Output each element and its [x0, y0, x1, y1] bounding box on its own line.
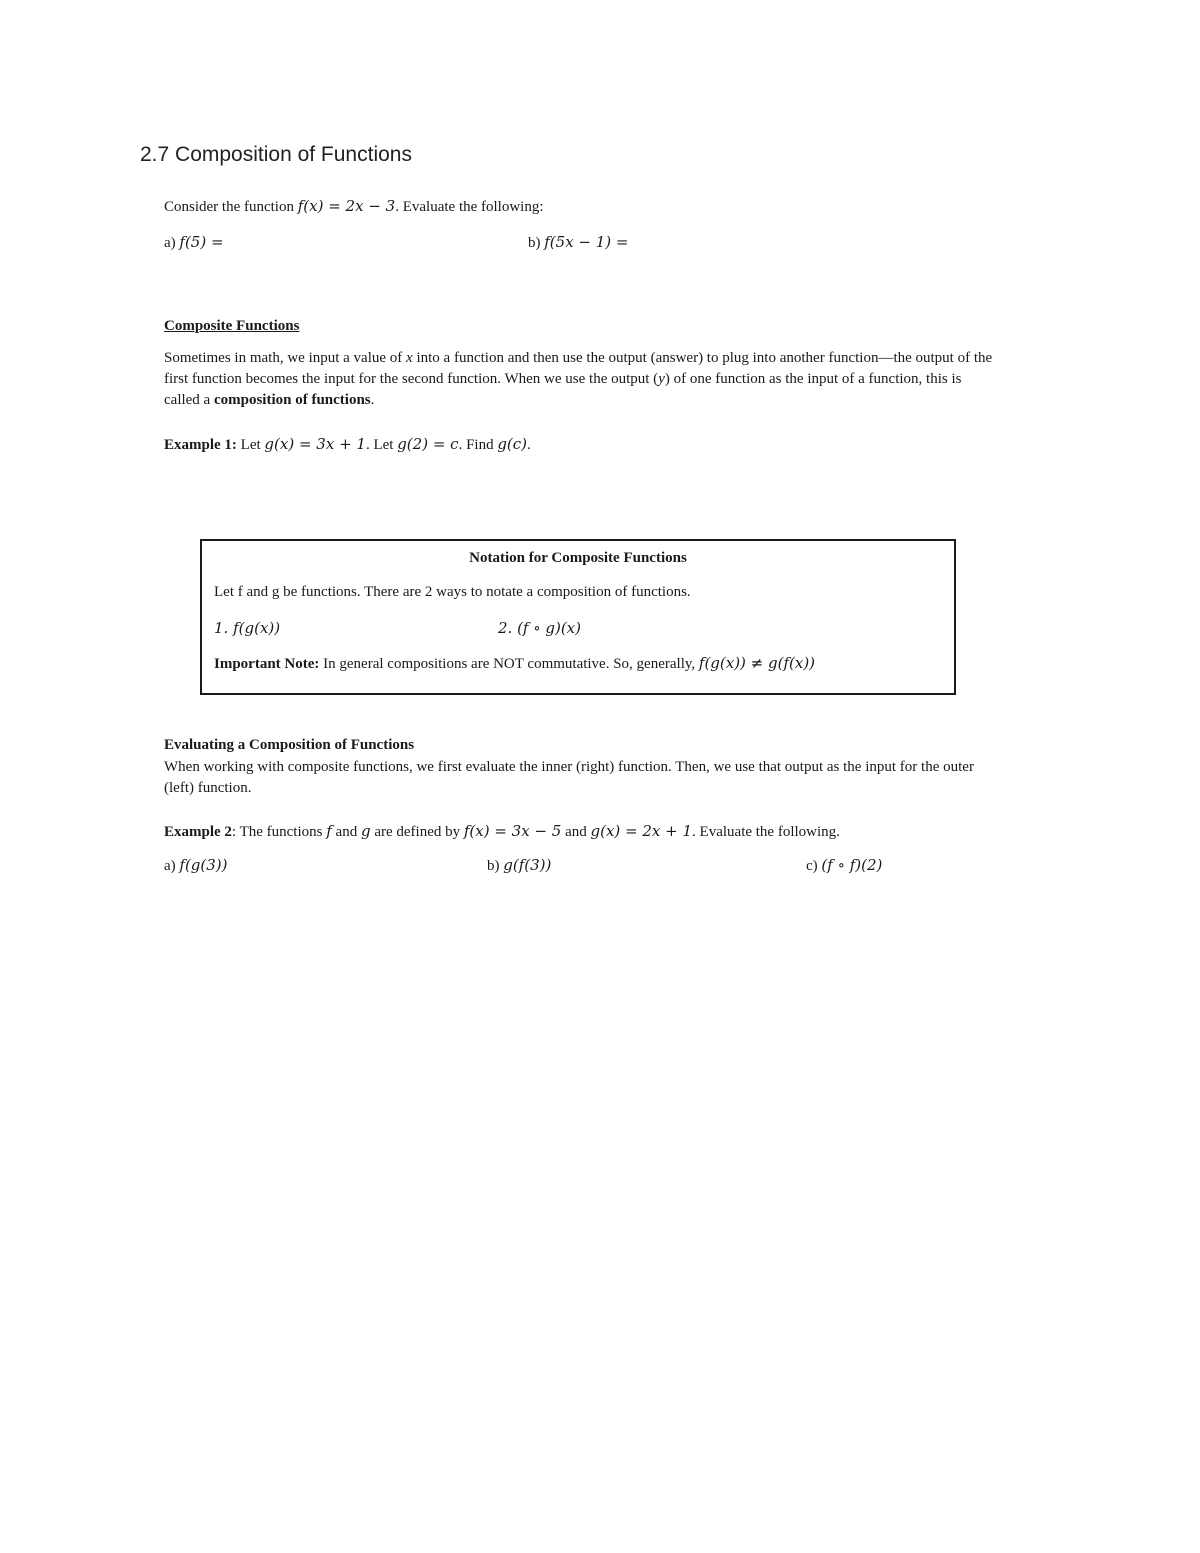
composite-para-y: y [658, 371, 665, 387]
notation-note-text: In general compositions are NOT commutative. So, generally, [319, 656, 699, 672]
evaluating-heading: Evaluating a Composition of Functions [164, 737, 415, 753]
intro-part-a [164, 232, 224, 254]
evaluating-paragraph: When working with composite functions, we first evaluate the inner (right) function. Then, we use that output as the input for the outer (left) function. [164, 759, 974, 796]
intro-b-label: b) [528, 235, 541, 251]
example-2-f: f [326, 822, 332, 840]
example-2-part-a [164, 855, 228, 877]
example-2-b-label: b) [487, 858, 500, 874]
notation-note-label: Important Note: [214, 656, 320, 672]
example-2-expr-g: g(x) = 2x + 1 [590, 822, 693, 840]
example-1-expr-3: g(c) [497, 435, 528, 453]
example-2-part-b [487, 855, 551, 877]
page-title: 2.7 Composition of Functions [140, 143, 412, 166]
composite-para-x: x [406, 350, 413, 366]
example-1-expr-1: g(x) = 3x + 1 [264, 435, 366, 453]
intro-prompt [164, 196, 544, 218]
example-2-text-2: are defined by [370, 824, 464, 840]
example-1-text-4: . [527, 437, 531, 453]
example-1-text-2: . Let [365, 437, 398, 453]
example-2-c-label: c) [806, 858, 818, 874]
example-2-and-1: and [331, 824, 361, 840]
example-2-a-label: a) [164, 858, 176, 874]
intro-prompt-pre: Consider the function [164, 199, 298, 215]
example-2-expr-f: f(x) = 3x − 5 [463, 822, 562, 840]
example-1-label: Example 1: [164, 437, 237, 453]
intro-a-expr: f(5) = [179, 233, 224, 251]
example-2-g: g [360, 822, 371, 840]
example-1-text-3: . Find [458, 437, 498, 453]
example-2-label: Example 2 [164, 824, 232, 840]
intro-function: f(x) = 2x − 3 [297, 197, 396, 215]
composite-para-part-2: into a function and then use the output (answer) to plug into another function—the output of the first function becomes the input for the second function. When we use the output ( [164, 350, 993, 387]
composite-para-end: . [370, 392, 375, 408]
notation-item-1: 1. f(g(x)) [214, 619, 281, 637]
intro-prompt-post: . Evaluate the following: [395, 199, 544, 215]
example-2-a-expr: f(g(3)) [179, 856, 228, 874]
example-2-text-1: : The functions [231, 824, 327, 840]
example-2-b-expr: g(f(3)) [503, 856, 552, 874]
composite-para-part-1: Sometimes in math, we input a value of [164, 350, 407, 366]
example-2 [164, 821, 840, 843]
notation-item-2: 2. (f ∘ g)(x) [498, 619, 581, 637]
notation-heading: Notation for Composite Functions [469, 550, 687, 566]
composite-heading: Composite Functions [164, 318, 300, 334]
composite-para-part-3: ) of one function as the input of a function, this is called a [164, 371, 962, 408]
example-1-expr-2: g(2) = c [397, 435, 459, 453]
notation-important-note [214, 654, 815, 673]
intro-b-expr: f(5x − 1) = [544, 233, 629, 251]
example-2-text-3: . Evaluate the following. [692, 824, 840, 840]
intro-part-b [528, 232, 629, 254]
composite-para-bold: composition of functions [213, 392, 371, 408]
intro-a-label: a) [164, 235, 176, 251]
example-1 [164, 434, 531, 456]
composite-paragraph [164, 348, 994, 411]
notation-note-expr: f(g(x)) ≠ g(f(x)) [698, 654, 816, 672]
notation-line-1: Let f and g be functions. There are 2 ways to notate a composition of functions. [214, 584, 691, 600]
example-2-part-c [806, 855, 882, 877]
example-2-and-2: and [561, 824, 591, 840]
example-1-text-1: Let [236, 437, 265, 453]
example-2-c-expr: (f ∘ f)(2) [821, 856, 883, 874]
notation-box [200, 539, 956, 695]
